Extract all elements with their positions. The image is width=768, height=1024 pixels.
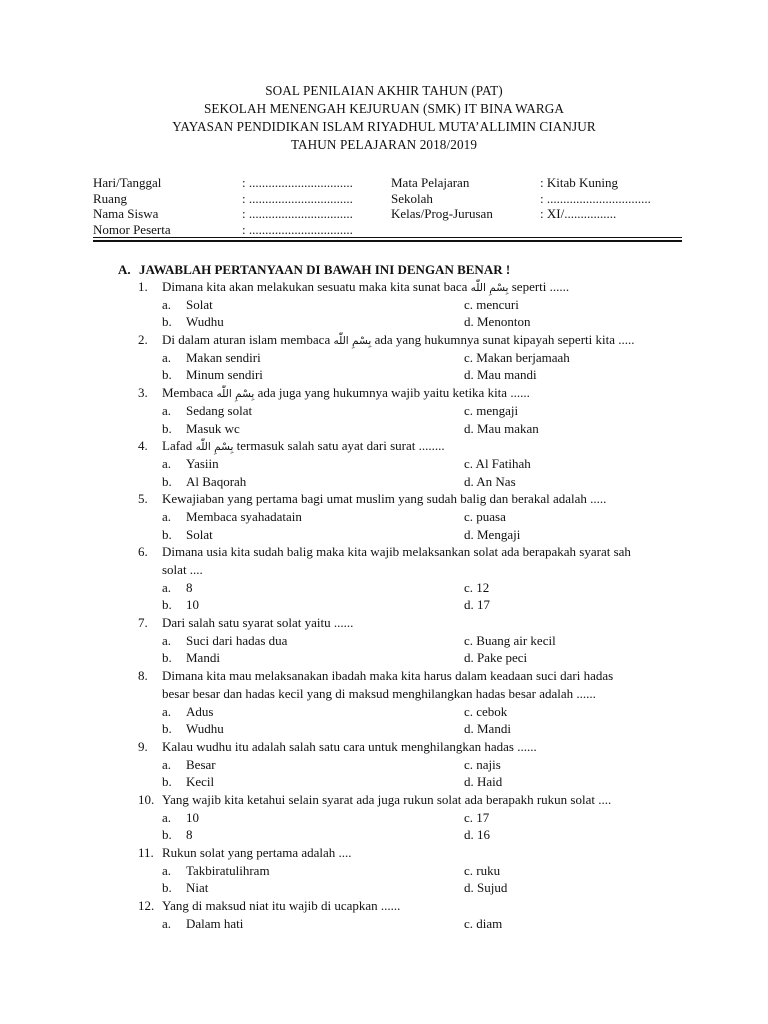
option-text: 10	[186, 597, 199, 613]
question-text-part: Kalau wudhu itu adalah salah satu cara untuk menghilangkan hadas ......	[162, 738, 537, 754]
section-letter: A.	[118, 262, 131, 277]
question-text-part: solat ....	[162, 562, 203, 577]
question-line	[0, 331, 768, 349]
info-label: Nomor Peserta	[93, 221, 171, 237]
option-letter: a.	[162, 402, 172, 418]
option-text: Yasiin	[186, 455, 219, 471]
option-d: d. An Nas	[464, 473, 516, 489]
option-c: c. najis	[464, 756, 501, 772]
option-text: Besar	[186, 756, 216, 772]
question-text-part: Dimana kita mau melaksanakan ibadah maka kita harus dalam keadaan suci dari hadas	[162, 668, 614, 684]
option-text: Kecil	[186, 774, 215, 790]
option-text: Adus	[186, 703, 214, 719]
question-number: 11.	[138, 845, 154, 860]
option-c: c. diam	[464, 915, 503, 931]
option-line	[0, 596, 768, 614]
question-number: 5.	[138, 491, 148, 507]
option-letter: b.	[162, 526, 172, 542]
info-label: Sekolah	[391, 190, 433, 206]
question-text	[162, 685, 596, 703]
option-letter: a.	[162, 756, 172, 772]
exam-title: SOAL PENILAIAN AKHIR TAHUN (PAT)	[265, 83, 503, 98]
option-letter: a.	[162, 349, 172, 365]
option-letter: a.	[162, 579, 172, 595]
option-text: Wudhu	[186, 721, 224, 737]
option-line	[0, 579, 768, 597]
question-text-part: Membaca	[162, 385, 217, 401]
option-line	[0, 862, 768, 880]
option-text: Solat	[186, 526, 213, 542]
option-d: d. Haid	[464, 774, 503, 790]
option-line	[0, 508, 768, 526]
question-number: 9.	[138, 738, 148, 754]
option-letter: b.	[162, 420, 172, 436]
info-value: : Kitab Kuning	[540, 175, 618, 190]
info-value: : ................................	[242, 175, 353, 190]
info-value: : ................................	[242, 190, 353, 206]
option-line	[0, 420, 768, 438]
question-number: 7.	[138, 615, 148, 631]
option-line	[0, 473, 768, 491]
option-d: d. Mau makan	[464, 420, 539, 436]
option-c: c. 17	[464, 809, 490, 825]
option-text: Mandi	[186, 650, 220, 666]
option-text: Makan sendiri	[186, 349, 261, 365]
basmalah-text: بِسْمِ اللّٰه	[470, 282, 509, 294]
question-text-part: Yang wajib kita ketahui selain syarat ada juga rukun solat ada berapakh rukun solat ....	[162, 791, 612, 807]
question-text	[162, 844, 352, 862]
option-letter: a.	[162, 703, 172, 719]
option-letter: b.	[162, 774, 172, 790]
student-info-block	[93, 175, 682, 237]
option-d: d. Mau mandi	[464, 367, 537, 383]
option-c: c. mencuri	[464, 296, 519, 312]
option-c: c. 12	[464, 579, 490, 595]
option-text: Niat	[186, 880, 209, 896]
option-d: d. 17	[464, 597, 490, 613]
option-d: d. 16	[464, 827, 490, 843]
option-text: Masuk wc	[186, 420, 240, 436]
option-text: 10	[186, 809, 199, 825]
question-text-part: ada juga yang hukumnya wajib yaitu ketika kita ......	[254, 385, 530, 401]
basmalah-text: بِسْمِ اللّٰه	[195, 441, 234, 454]
option-letter: a.	[162, 809, 172, 825]
option-line	[0, 649, 768, 667]
question-text-part: Dimana usia kita sudah balig maka kita wajib melaksankan solat ada berapakah syarat sah	[162, 544, 631, 560]
option-c: c. mengaji	[464, 402, 519, 418]
info-row	[93, 175, 682, 191]
question-text-part: besar besar dan hadas kecil yang di maksud menghilangkan hadas besar adalah ......	[162, 685, 596, 701]
option-c: c. Makan berjamaah	[464, 349, 570, 365]
option-line	[0, 349, 768, 367]
option-line	[0, 915, 768, 933]
foundation-name: YAYASAN PENDIDIKAN ISLAM RIYADHUL MUTA’ALLIMIN CIANJUR	[172, 119, 596, 134]
header-divider-thin	[93, 237, 682, 238]
question-line	[0, 791, 768, 809]
option-letter: b.	[162, 650, 172, 666]
option-d: d. Sujud	[464, 880, 508, 896]
document-header	[0, 82, 768, 154]
option-line	[0, 366, 768, 384]
question-line	[0, 384, 768, 402]
academic-year: TAHUN PELAJARAN 2018/2019	[290, 137, 478, 152]
option-text: Takbiratulihram	[186, 862, 270, 878]
question-number: 4.	[138, 438, 148, 454]
info-label: Mata Pelajaran	[391, 175, 470, 190]
option-letter: a.	[162, 455, 172, 471]
question-text	[162, 791, 611, 809]
section-title: JAWABLAH PERTANYAAN DI BAWAH INI DENGAN BENAR !	[139, 262, 511, 277]
question-line	[0, 490, 768, 508]
question-line	[0, 897, 768, 915]
option-c: c. Buang air kecil	[464, 632, 556, 648]
option-line	[0, 313, 768, 331]
option-line	[0, 773, 768, 791]
question-number: 2.	[138, 332, 148, 348]
question-line	[0, 685, 768, 703]
question-text	[162, 543, 631, 561]
header-divider-thick	[93, 240, 682, 242]
option-text: Al Baqorah	[186, 473, 247, 489]
question-list	[0, 278, 768, 932]
section-heading	[118, 262, 510, 278]
basmalah-text: بِسْمِ اللّٰه	[216, 388, 255, 401]
option-letter: a.	[162, 632, 172, 648]
question-text-part: Rukun solat yang pertama adalah ....	[162, 845, 352, 860]
option-text: Dalam hati	[186, 915, 244, 931]
option-line	[0, 526, 768, 544]
info-value: : ................................	[540, 190, 651, 206]
question-line	[0, 561, 768, 579]
question-text	[162, 490, 606, 508]
question-text-part: Dimana kita akan melakukan sesuatu maka kita sunat baca	[162, 279, 471, 294]
option-line	[0, 296, 768, 314]
info-label: Kelas/Prog-Jurusan	[391, 206, 493, 221]
question-number: 12.	[138, 898, 155, 914]
option-line	[0, 826, 768, 844]
option-letter: b.	[162, 721, 172, 737]
option-line	[0, 632, 768, 650]
option-d: d. Mandi	[464, 721, 511, 737]
question-line	[0, 667, 768, 685]
option-letter: a.	[162, 296, 172, 312]
info-value: : XI/................	[540, 206, 617, 221]
option-text: Minum sendiri	[186, 367, 263, 383]
question-text-part: ada yang hukumnya sunat kipayah seperti kita .....	[371, 332, 635, 348]
question-number: 10.	[138, 791, 155, 807]
option-letter: a.	[162, 508, 172, 524]
option-text: Solat	[186, 296, 213, 312]
question-line	[0, 738, 768, 756]
question-number: 1.	[138, 279, 148, 294]
info-value: : ................................	[242, 221, 353, 237]
question-text-part: Yang di maksud niat itu wajib di ucapkan ......	[162, 898, 401, 914]
option-c: c. Al Fatihah	[464, 455, 531, 471]
question-text	[162, 561, 203, 579]
question-line	[0, 543, 768, 561]
option-text: Sedang solat	[186, 402, 253, 418]
question-text	[162, 897, 400, 915]
option-letter: b.	[162, 880, 172, 896]
question-text	[162, 667, 613, 685]
question-line	[0, 278, 768, 296]
option-text: 8	[186, 579, 193, 595]
option-letter: b.	[162, 314, 172, 330]
option-text: Suci dari hadas dua	[186, 632, 288, 648]
info-label: Ruang	[93, 190, 127, 206]
question-number: 8.	[138, 668, 148, 684]
question-line	[0, 614, 768, 632]
question-text-part: Dari salah satu syarat solat yaitu ......	[162, 615, 354, 631]
option-letter: b.	[162, 827, 172, 843]
option-d: d. Mengaji	[464, 526, 521, 542]
question-number: 6.	[138, 544, 148, 560]
school-name: SEKOLAH MENENGAH KEJURUAN (SMK) IT BINA WARGA	[203, 101, 565, 116]
question-text	[162, 738, 537, 756]
question-text-part: Lafad	[162, 438, 196, 454]
info-value: : ................................	[242, 206, 353, 221]
option-c: c. puasa	[464, 508, 506, 524]
question-text-part: seperti ......	[508, 279, 570, 294]
option-letter: b.	[162, 597, 172, 613]
option-letter: a.	[162, 862, 172, 878]
info-label: Hari/Tanggal	[93, 175, 162, 190]
option-line	[0, 703, 768, 721]
question-text-part: Di dalam aturan islam membaca	[162, 332, 334, 348]
option-line	[0, 879, 768, 897]
question-text-part: Kewajiaban yang pertama bagi umat muslim yang sudah balig dan berakal adalah .....	[162, 491, 607, 507]
info-label: Nama Siswa	[93, 206, 159, 221]
option-c: c. ruku	[464, 862, 501, 878]
info-row	[93, 206, 682, 222]
question-line	[0, 437, 768, 455]
option-letter: b.	[162, 367, 172, 383]
option-line	[0, 402, 768, 420]
question-text-part: termasuk salah satu ayat dari surat ........	[233, 438, 445, 454]
option-c: c. cebok	[464, 703, 508, 719]
option-line	[0, 756, 768, 774]
option-line	[0, 809, 768, 827]
option-line	[0, 720, 768, 738]
option-text: 8	[186, 827, 193, 843]
question-text	[162, 614, 353, 632]
option-text: Membaca syahadatain	[186, 508, 302, 524]
question-line	[0, 844, 768, 862]
option-letter: a.	[162, 915, 172, 931]
basmalah-text: بِسْمِ اللّٰه	[333, 335, 372, 348]
info-row	[93, 222, 682, 238]
option-d: d. Menonton	[464, 314, 531, 330]
option-text: Wudhu	[186, 314, 224, 330]
question-number: 3.	[138, 385, 148, 401]
info-row	[93, 191, 682, 207]
option-letter: b.	[162, 473, 172, 489]
option-d: d. Pake peci	[464, 650, 528, 666]
option-line	[0, 455, 768, 473]
